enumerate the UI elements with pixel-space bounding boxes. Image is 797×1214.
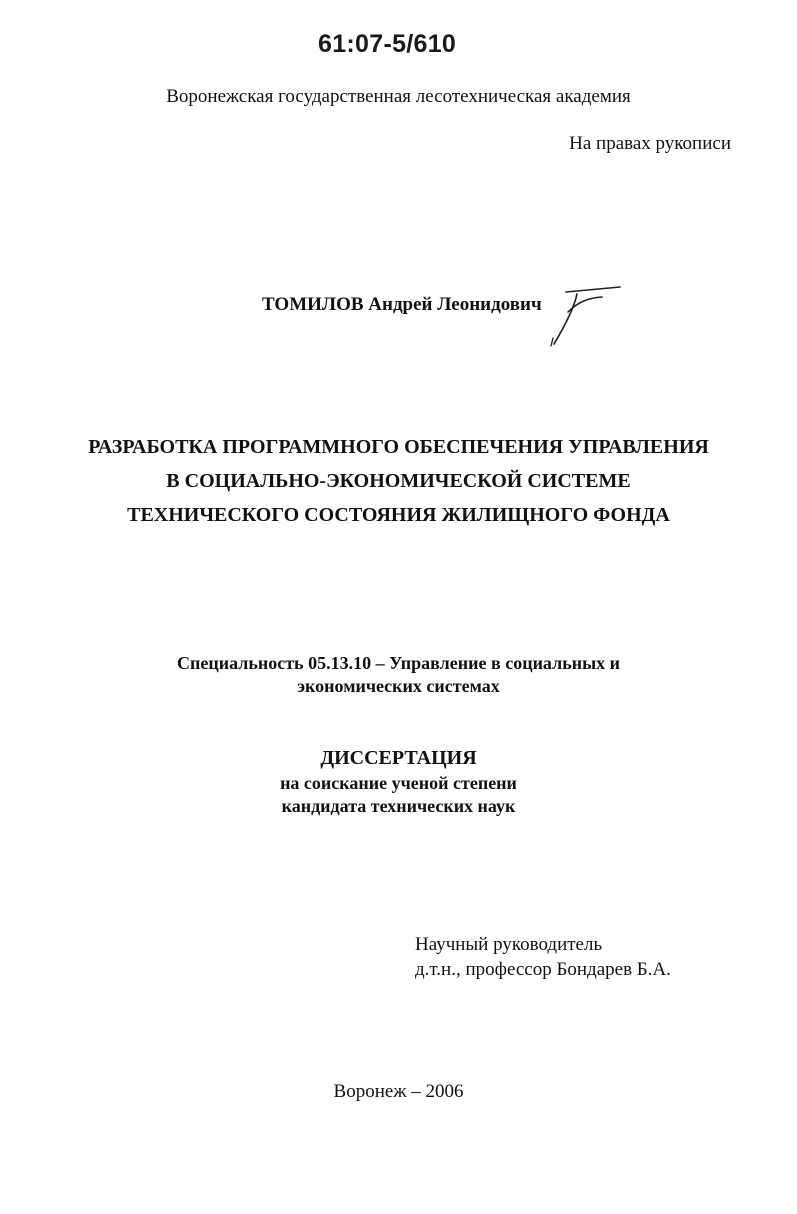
title-line: ТЕХНИЧЕСКОГО СОСТОЯНИЯ ЖИЛИЩНОГО ФОНДА xyxy=(127,504,670,526)
author-signature xyxy=(544,280,624,350)
supervisor-block xyxy=(415,932,671,982)
specialty-line: Специальность 05.13.10 – Управление в социальных и xyxy=(176,653,621,673)
author-given-names: Андрей Леонидович xyxy=(368,294,542,315)
archive-stamp: 61:07-5/610 xyxy=(318,30,457,58)
author-name xyxy=(262,294,542,316)
title-line: В СОЦИАЛЬНО-ЭКОНОМИЧЕСКОЙ СИСТЕМЕ xyxy=(166,470,631,492)
rights-notice: На правах рукописи xyxy=(569,133,731,154)
city-year: Воронеж – 2006 xyxy=(333,1081,464,1102)
institution-name: Воронежская государственная лесотехническая академия xyxy=(166,86,631,107)
specialty xyxy=(0,652,797,698)
title-line: РАЗРАБОТКА ПРОГРАММНОГО ОБЕСПЕЧЕНИЯ УПРАВЛЕНИЯ xyxy=(88,436,709,458)
author-surname: ТОМИЛОВ xyxy=(262,294,364,315)
degree-line: на соискание ученой степени xyxy=(280,773,517,793)
supervisor-label: Научный руководитель xyxy=(415,934,603,955)
specialty-line: экономических системах xyxy=(297,676,500,696)
dissertation-title xyxy=(0,430,797,532)
degree-sought xyxy=(0,772,797,818)
degree-line: кандидата технических наук xyxy=(281,796,516,816)
supervisor-name: д.т.н., профессор Бондарев Б.А. xyxy=(415,959,671,980)
document-type: ДИССЕРТАЦИЯ xyxy=(320,747,477,769)
